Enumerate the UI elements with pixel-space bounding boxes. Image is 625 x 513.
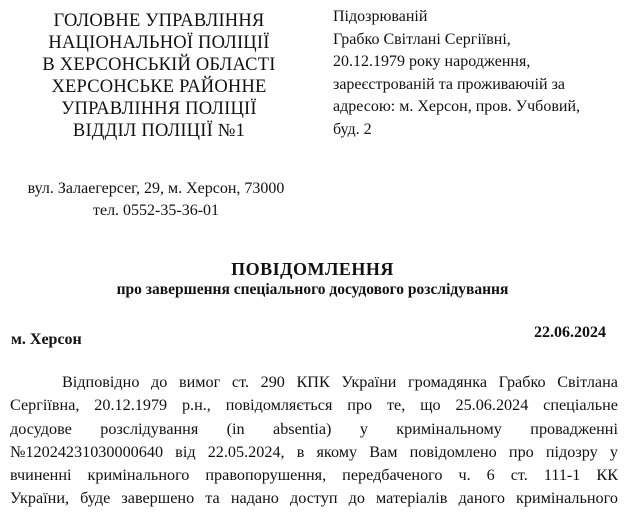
recipient-line: 20.12.1979 року народження,: [333, 53, 531, 70]
issuer-line: В ХЕРСОНСЬКІЙ ОБЛАСТІ: [42, 55, 276, 75]
body-line: [10, 371, 618, 394]
document-title: ПОВІДОМЛЕННЯ: [231, 259, 394, 279]
body-word: р.н.,: [181, 396, 211, 415]
body-word: Грабко: [498, 373, 546, 391]
body-word: у: [359, 419, 368, 438]
body-word: Відповідно: [62, 373, 140, 391]
body-word: ст.: [510, 466, 528, 485]
document-date: 22.06.2024: [534, 324, 606, 341]
issuer-contacts: [6, 178, 306, 222]
body-word: кримінальному: [396, 419, 502, 438]
recipient-line: адресою: м. Херсон, пров. Учбовий,: [333, 98, 580, 115]
body-word: кримінального: [516, 489, 618, 508]
body-word: Світлана: [557, 373, 618, 391]
body-word: 290: [260, 373, 285, 391]
recipient-line: Грабко Світлані Сергіївні,: [333, 30, 511, 48]
body-word: ч.: [458, 466, 471, 485]
body-word: підозру: [545, 442, 598, 461]
issuer-line: ГОЛОВНЕ УПРАВЛІННЯ: [53, 11, 265, 31]
recipient-line: зареєстрованій та проживаючій за: [333, 75, 566, 93]
body-word: 6: [486, 466, 495, 485]
body-word: Сергіївна,: [10, 396, 80, 415]
body-line: [10, 487, 618, 510]
recipient-block: [333, 6, 618, 141]
body-word: absentia): [273, 419, 332, 438]
body-word: про: [508, 442, 534, 461]
recipient-line: Підозрюваній: [333, 8, 428, 25]
body-word: (in: [226, 419, 245, 438]
body-word: доступ: [289, 489, 338, 508]
body-word: якому: [316, 442, 358, 461]
body-word: кримінального: [87, 466, 190, 485]
recipient-line: буд. 2: [333, 120, 372, 138]
issuer-phone: тел. 0552-35-36-01: [92, 202, 220, 219]
body-word: повідомлено: [409, 442, 497, 461]
body-line: [10, 464, 618, 487]
body-word: повідомляється: [225, 396, 333, 415]
body-word: даного: [458, 489, 505, 508]
document-place: м. Херсон: [11, 331, 82, 348]
body-word: що: [420, 396, 441, 415]
body-word: передбаченого: [342, 466, 443, 485]
body-line: [10, 394, 618, 417]
body-word: вимог: [178, 373, 221, 391]
issuer-line: УПРАВЛІННЯ ПОЛІЦІЇ: [61, 99, 257, 119]
body-word: правопорушення,: [205, 466, 327, 485]
body-word: від: [175, 442, 196, 461]
body-word: матеріалів: [376, 489, 448, 508]
body-word: те,: [386, 396, 406, 415]
body-line: [10, 418, 618, 441]
body-word: завершено: [121, 489, 195, 508]
body-word: надано: [230, 489, 279, 508]
body-word: вчиненні: [10, 466, 72, 485]
body-word: досудове: [10, 419, 72, 438]
body-word: у: [609, 442, 618, 461]
issuer-line: НАЦІОНАЛЬНОЇ ПОЛІЦІЇ: [48, 33, 270, 53]
body-word: про: [347, 396, 373, 415]
body-word: КК: [596, 466, 618, 485]
issuer-line: ХЕРСОНСЬКЕ РАЙОННЕ: [51, 77, 267, 97]
body-text: [10, 371, 618, 511]
body-word: буде: [80, 489, 111, 508]
body-word: та: [205, 489, 220, 508]
body-word: до: [348, 489, 365, 508]
body-word: Вам: [369, 442, 398, 461]
body-word: України: [341, 373, 397, 391]
body-word: України,: [10, 489, 70, 508]
issuer-address: вул. Залаегерсег, 29, м. Херсон, 73000: [27, 180, 285, 197]
body-word: 25.06.2024: [455, 396, 529, 415]
body-word: 22.05.2024,: [207, 442, 285, 461]
body-word: розслідування: [100, 419, 199, 438]
body-word: спеціальне: [543, 396, 618, 415]
body-word: 111-1: [543, 466, 581, 485]
body-word: ст.: [231, 373, 249, 391]
body-line: [10, 441, 618, 464]
issuer-line: ВІДДІЛ ПОЛІЦІЇ №1: [72, 121, 246, 141]
document-subtitle: про завершення спеціального досудового розслідування: [116, 281, 509, 298]
body-word: в: [296, 442, 305, 461]
body-word: КПК: [296, 373, 330, 391]
body-word: громадянка: [408, 373, 488, 391]
body-word: до: [151, 373, 168, 391]
body-word: №12024231030000640: [10, 442, 164, 461]
body-word: 20.12.1979: [94, 396, 168, 415]
issuer-header: [28, 10, 290, 142]
body-word: провадженні: [530, 419, 618, 438]
